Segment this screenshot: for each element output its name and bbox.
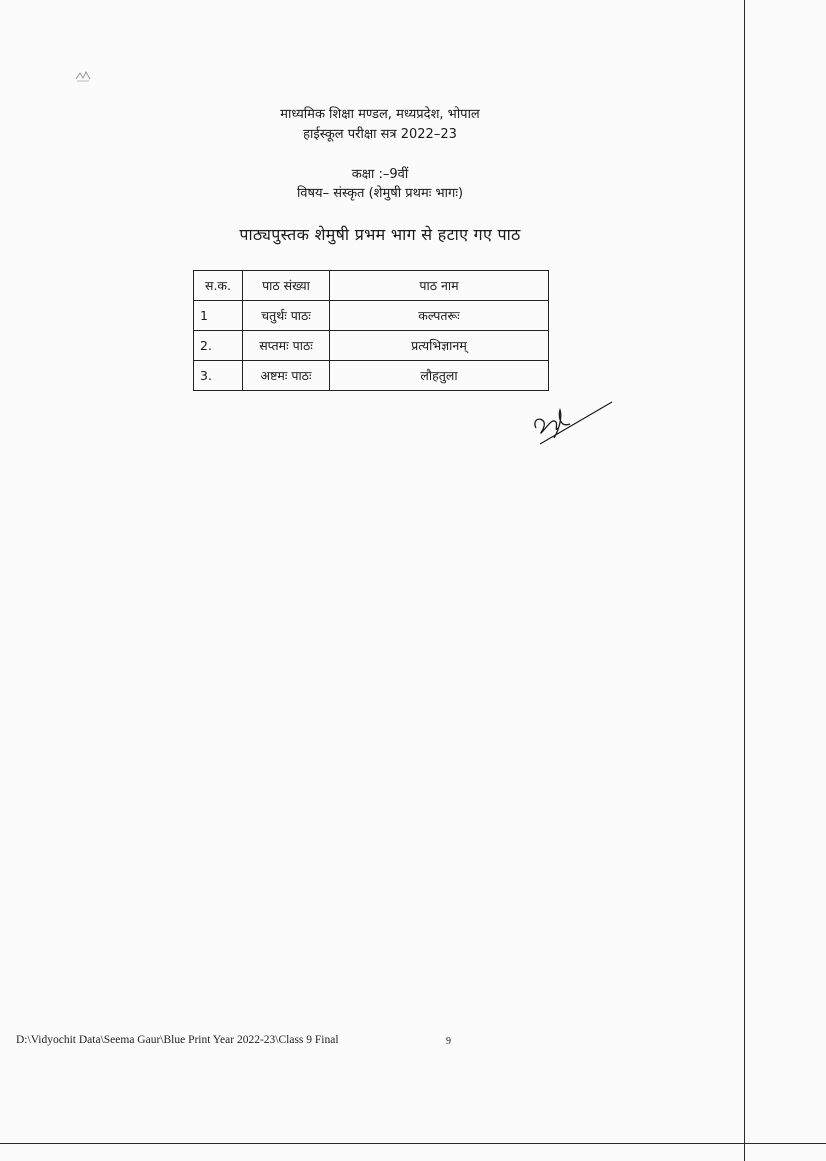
exam-session: हाईस्कूल परीक्षा सत्र 2022–23: [303, 127, 457, 142]
footer-page-number: 9: [446, 1036, 451, 1047]
cell-lesson-name: प्रत्यभिज्ञानम्: [330, 331, 549, 361]
scan-smudge-mark: [74, 70, 92, 82]
table-row: [194, 361, 549, 391]
deleted-lessons-table: [193, 270, 549, 391]
subject-label: विषय– संस्कृत (शेमुषी प्रथमः भागः): [296, 186, 464, 201]
cell-lesson-name: कल्पतरूः: [330, 301, 549, 331]
cell-serial: 2.: [194, 331, 243, 361]
cell-serial: 1: [194, 301, 243, 331]
class-label: कक्षा :–9वीं: [351, 167, 409, 182]
cell-serial: 3.: [194, 361, 243, 391]
cell-lesson-number: अष्टमः पाठः: [243, 361, 330, 391]
page-edge-line-right: [744, 0, 745, 1161]
cell-lesson-name: लौहतुला: [330, 361, 549, 391]
table-row: [194, 331, 549, 361]
footer-file-path: D:\Vidyochit Data\Seema Gaur\Blue Print Year 2022-23\Class 9 Final: [16, 1034, 339, 1046]
board-name: माध्यमिक शिक्षा मण्डल, मध्यप्रदेश, भोपाल: [280, 107, 480, 122]
header-serial: स.क.: [194, 271, 243, 301]
page-edge-line-bottom: [0, 1143, 826, 1144]
header-lesson-name: पाठ नाम: [330, 271, 549, 301]
table-header-row: [194, 271, 549, 301]
cell-lesson-number: सप्तमः पाठः: [243, 331, 330, 361]
page-title: पाठ्यपुस्तक शेमुषी प्रभम भाग से हटाए गए पाठ: [239, 225, 521, 244]
handwritten-signature: [530, 398, 620, 448]
table-row: [194, 301, 549, 331]
header-lesson-number: पाठ संख्या: [243, 271, 330, 301]
cell-lesson-number: चतुर्थः पाठः: [243, 301, 330, 331]
